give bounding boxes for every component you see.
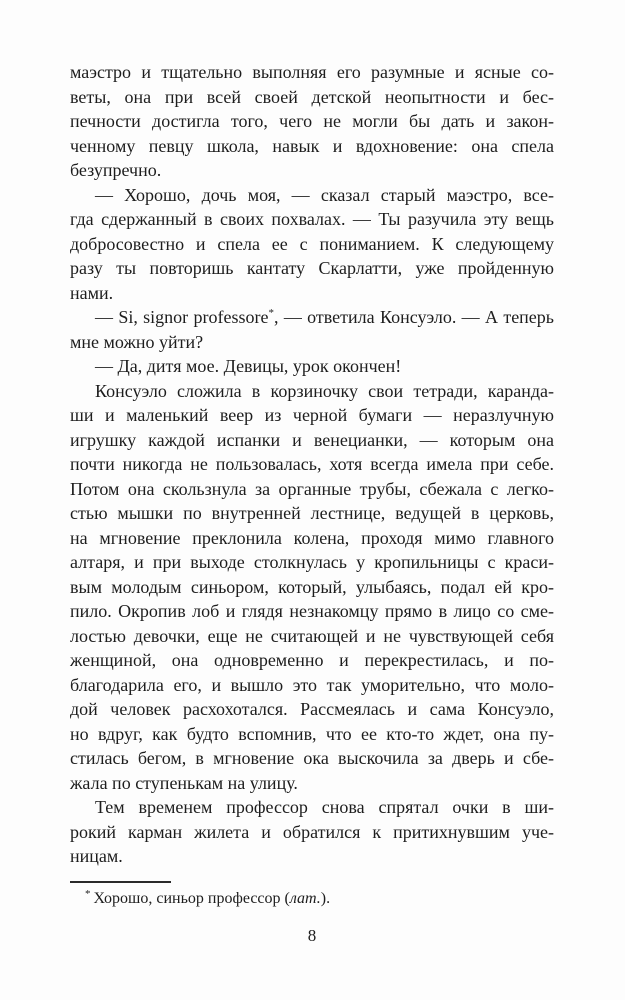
text-line: безупречно. bbox=[70, 160, 162, 180]
text-line: веты, она при всей своей детской неопытности и бес- bbox=[70, 86, 554, 107]
text-line: печности достигла того, чего не могли бы дать и закон- bbox=[70, 111, 554, 131]
text-line: добросовестно и спела ее с пониманием. К следующему bbox=[70, 233, 554, 254]
text-line: разу ты повторишь кантату Скарлатти, уже пройденную bbox=[70, 258, 554, 278]
text-line: ченному певцу школа, навык и вдохновение: она спела bbox=[70, 135, 554, 156]
footnote-after: ). bbox=[320, 890, 331, 907]
text-line: стью мышки по внутренней лестнице, ведущей в церковь, bbox=[70, 503, 554, 523]
footnote-marker: * bbox=[85, 887, 91, 900]
text-line: почти никогда не пользовалась, хотя всегда имела при себе. bbox=[70, 454, 554, 474]
footnote-text: Хорошо, синьор профессор ( bbox=[93, 890, 290, 907]
text-line: — Хорошо, дочь моя, — сказал старый маэстро, все- bbox=[95, 184, 554, 205]
text-line: алтаря, и при выходе столкнулась у кропильницы с краси- bbox=[70, 552, 554, 572]
text-line: Потом она скользнула за органные трубы, сбежала с легко- bbox=[70, 478, 554, 499]
text-line: стилась бегом, в мгновение ока выскочила за дверь и сбе- bbox=[70, 748, 554, 768]
text-line: нами. bbox=[70, 282, 114, 303]
text-line: но вдруг, как будто вспомнив, что ее кто-то ждет, она пу- bbox=[70, 723, 554, 744]
text-line: вым молодым синьором, который, улыбаясь, подал ей кро- bbox=[70, 576, 554, 597]
footnote-italic: лат. bbox=[289, 890, 321, 907]
footnote-divider bbox=[70, 881, 171, 883]
text-line: дой человек расхохотался. Рассмеялась и сама Консуэло, bbox=[70, 699, 554, 719]
text-line: Тем временем профессор снова спрятал очки в ши- bbox=[95, 797, 554, 817]
paragraph bbox=[70, 305, 554, 354]
footnote-reference-marker: * bbox=[268, 307, 274, 319]
text-line: рокий карман жилета и обратился к притихнувшим уче- bbox=[70, 821, 554, 842]
paragraph bbox=[70, 183, 554, 306]
text-line: пило. Окропив лоб и глядя незнакомцу прямо в лицо со сме- bbox=[70, 601, 554, 621]
text-line: маэстро и тщательно выполняя его разумные и ясные со- bbox=[70, 62, 554, 82]
text-line: ницам. bbox=[70, 846, 123, 866]
text-line: игрушку каждой испанки и венецианки, — которым она bbox=[70, 429, 554, 450]
text-line: гда сдержанный в своих похвалах. — Ты разучила эту вещь bbox=[70, 209, 554, 229]
paragraph bbox=[70, 60, 554, 183]
text-line: — Si, signor professore*, — ответила Консуэло. — А теперь bbox=[95, 307, 555, 327]
text-line: на мгновение преклонила колена, проходя мимо главного bbox=[70, 527, 554, 548]
text-line: Консуэло сложила в корзиночку свои тетради, каранда- bbox=[95, 380, 554, 401]
text-line: мне можно уйти? bbox=[70, 331, 204, 352]
text-line: лостью девочки, еще не считающей и не чувствующей себя bbox=[70, 625, 554, 646]
paragraph bbox=[70, 354, 554, 379]
text-line: благодарила его, и вышло это так уморительно, что моло- bbox=[70, 674, 554, 695]
paragraph bbox=[70, 795, 554, 869]
paragraph bbox=[70, 379, 554, 796]
text-line: — Да, дитя мое. Девицы, урок окончен! bbox=[95, 356, 402, 376]
page-number: 8 bbox=[307, 926, 317, 945]
text-line: женщиной, она одновременно и перекрестилась, и по- bbox=[70, 650, 554, 670]
page-text bbox=[70, 60, 554, 869]
text-line: ши и маленький веер из черной бумаги — неразлучную bbox=[70, 405, 554, 425]
footnote bbox=[70, 888, 554, 909]
text-line: жала по ступенькам на улицу. bbox=[70, 772, 298, 793]
